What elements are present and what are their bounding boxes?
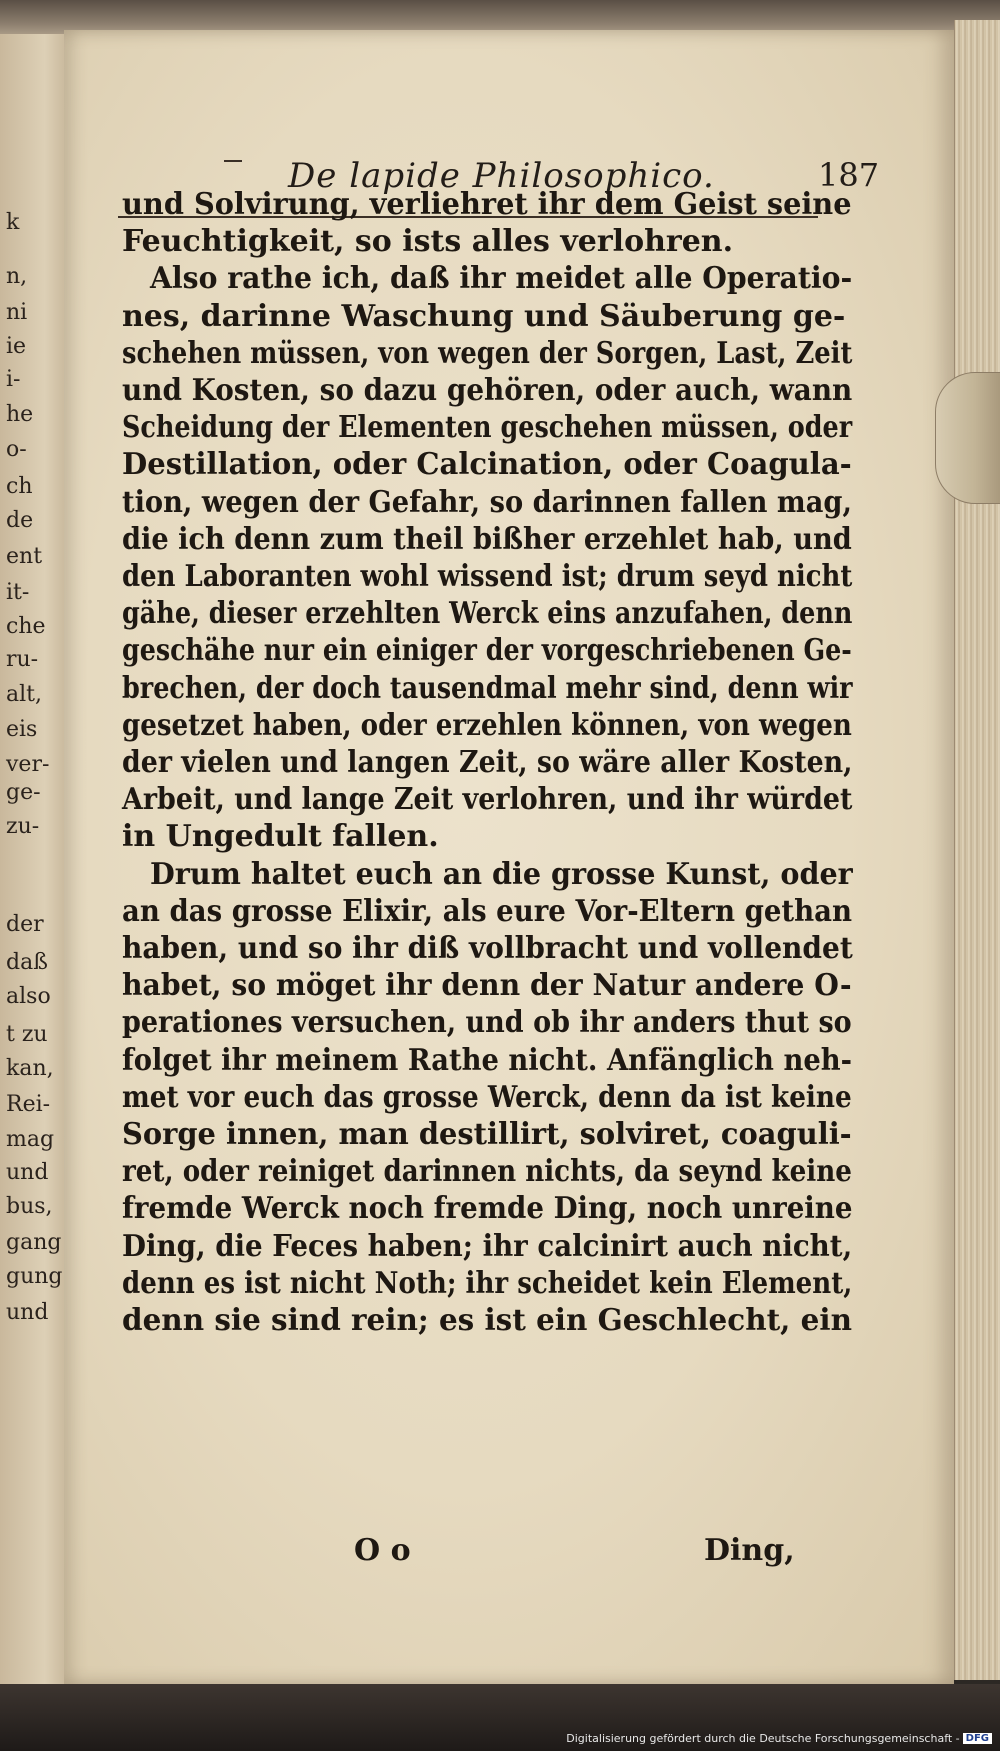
text-line: Sorge innen, man destillirt, solviret, coaguli- xyxy=(122,1117,852,1152)
facing-page-edge xyxy=(0,34,66,1684)
text-line: Ding, die Feces haben; ihr calcinirt auch nicht, xyxy=(122,1228,853,1264)
text-line: brechen, der doch tausendmal mehr sind, denn wir xyxy=(122,670,853,706)
text-line: perationes versuchen, und ob ihr anders thut so xyxy=(122,1005,852,1041)
text-line: Scheidung der Elementen geschehen müssen, oder xyxy=(122,410,853,446)
facing-page-fragment: mag xyxy=(6,1127,55,1152)
facing-page-fragment: k xyxy=(6,210,20,235)
facing-page-fragment: Rei- xyxy=(6,1092,51,1117)
text-line: der vielen und langen Zeit, so wäre aller Kosten, xyxy=(122,745,853,780)
page-edges xyxy=(954,20,1000,1680)
text-line: Destillation, oder Calcination, oder Coagula- xyxy=(122,447,852,483)
facing-page-fragment: he xyxy=(6,402,34,427)
facing-page-fragment: t zu xyxy=(6,1022,48,1047)
text-line: gähe, dieser erzehlten Werck eins anzufahen, denn xyxy=(122,596,853,632)
facing-page-fragment: eis xyxy=(6,717,38,742)
text-line: denn sie sind rein; es ist ein Geschlecht, ein xyxy=(122,1303,852,1338)
text-line: und Solvirung, verliehret ihr dem Geist seine xyxy=(122,187,852,222)
facing-page-fragment: n, xyxy=(6,264,28,289)
running-title: De lapide Philosophico. xyxy=(288,156,715,196)
facing-page-fragment: gang xyxy=(6,1230,62,1255)
text-line: denn es ist nicht Noth; ihr scheidet kein Element, xyxy=(122,1265,853,1301)
text-line: die ich denn zum theil bißher erzehlet hab, und xyxy=(122,521,852,557)
facing-page-fragment: zu- xyxy=(6,814,40,839)
text-line: an das grosse Elixir, als eure Vor-Eltern gethan xyxy=(122,893,853,929)
text-line: tion, wegen der Gefahr, so darinnen fallen mag, xyxy=(122,484,852,520)
clasp-tab xyxy=(935,372,1000,504)
facing-page-fragment: i- xyxy=(6,367,21,392)
text-line: haben, und so ihr diß vollbracht und vollendet xyxy=(122,931,853,966)
facing-page-fragment: kan, xyxy=(6,1056,54,1081)
facing-page-fragment: ent xyxy=(6,544,43,569)
signature-mark: O o xyxy=(354,1533,411,1568)
facing-page-fragment: che xyxy=(6,614,46,639)
facing-page-fragment: it- xyxy=(6,580,30,605)
text-line: geschähe nur ein einiger der vorgeschriebenen Ge- xyxy=(122,633,852,669)
facing-page-fragment: ver- xyxy=(6,752,50,777)
text-line: und Kosten, so dazu gehören, oder auch, wann xyxy=(122,373,853,408)
text-line: Also rathe ich, daß ihr meidet alle Operatio- xyxy=(150,261,853,297)
text-line: gesetzet haben, oder erzehlen können, von wegen xyxy=(122,707,852,743)
facing-page-fragment: ch xyxy=(6,474,33,499)
digitization-credit xyxy=(566,1732,992,1745)
bottom-board xyxy=(0,1684,1000,1751)
text-line: Arbeit, und lange Zeit verlohren, und ihr würdet xyxy=(122,782,853,818)
text-line: fremde Werck noch fremde Ding, noch unreine xyxy=(122,1191,853,1227)
facing-page-fragment: und xyxy=(6,1160,49,1185)
book-page xyxy=(64,30,954,1685)
text-line: habet, so möget ihr denn der Natur andere O- xyxy=(122,968,852,1004)
page-number: 187 xyxy=(818,156,880,194)
facing-page-fragment: gung xyxy=(6,1264,63,1289)
facing-page-fragment: o- xyxy=(6,437,27,462)
catchword: Ding, xyxy=(704,1533,795,1568)
text-line: schehen müssen, von wegen der Sorgen, Last, Zeit xyxy=(122,335,853,371)
facing-page-fragment: der xyxy=(6,912,44,937)
text-line: Drum haltet euch an die grosse Kunst, oder xyxy=(150,856,853,892)
text-line: in Ungedult fallen. xyxy=(122,819,439,855)
facing-page-fragment: ni xyxy=(6,300,28,325)
facing-page-fragment: alt, xyxy=(6,682,42,707)
text-line: den Laboranten wohl wissend ist; drum seyd nicht xyxy=(122,559,853,594)
header-ornament xyxy=(224,160,242,162)
facing-page-fragment: ge- xyxy=(6,780,41,805)
facing-page-fragment: bus, xyxy=(6,1194,53,1219)
text-line: met vor euch das grosse Werck, denn da ist keine xyxy=(122,1079,852,1115)
facing-page-fragment: ie xyxy=(6,334,27,359)
text-line: ret, oder reiniget darinnen nichts, da seynd keine xyxy=(122,1154,852,1190)
credit-text: Digitalisierung gefördert durch die Deutsche Forschungsgemeinschaft - xyxy=(566,1732,960,1745)
dfg-logo: DFG xyxy=(963,1733,992,1744)
facing-page-fragment: de xyxy=(6,508,34,533)
text-line: folget ihr meinem Rathe nicht. Anfänglich neh- xyxy=(122,1042,852,1078)
facing-page-fragment: daß xyxy=(6,950,48,975)
facing-page-fragment: also xyxy=(6,984,51,1009)
facing-page-fragment: ru- xyxy=(6,647,39,672)
text-line: nes, darinne Waschung und Säuberung ge- xyxy=(122,298,846,334)
facing-page-fragment: und xyxy=(6,1300,49,1325)
text-line: Feuchtigkeit, so ists alles verlohren. xyxy=(122,224,734,260)
